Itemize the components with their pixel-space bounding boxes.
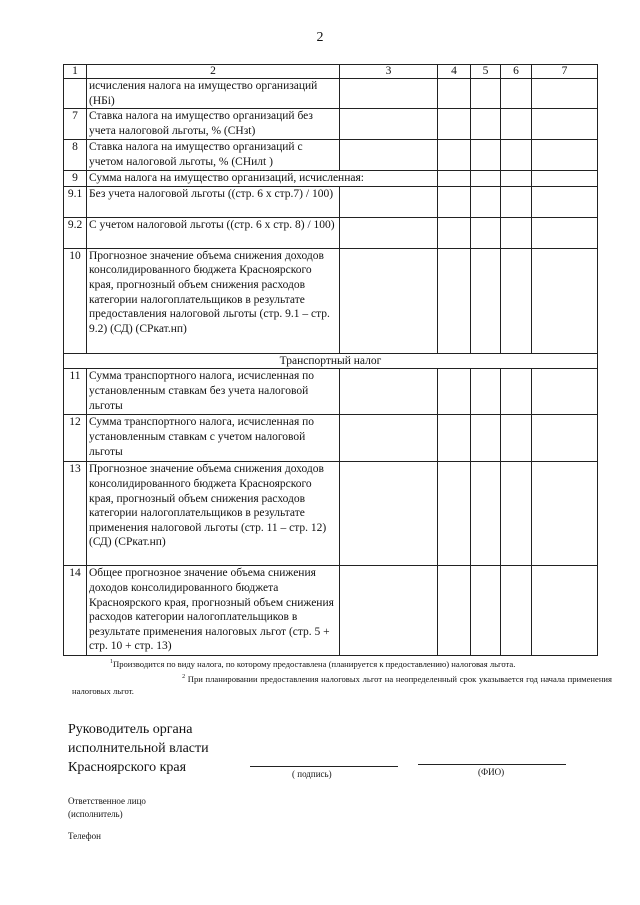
value-cell (501, 109, 532, 140)
value-cell (532, 79, 598, 109)
value-cell (340, 566, 438, 656)
column-header: 7 (532, 65, 598, 79)
footnote-mark: 2 (182, 674, 186, 681)
value-cell (340, 415, 438, 462)
value-cell (340, 186, 438, 217)
table-header-row (64, 65, 598, 79)
footnote-mark: 1 (110, 659, 113, 666)
row-label: Ставка налога на имущество организаций с учетом налоговой льготы, % (СНилt ) (87, 140, 340, 171)
value-cell (501, 566, 532, 656)
value-cell (340, 79, 438, 109)
signature-block (68, 720, 209, 777)
row-number: 7 (64, 109, 87, 140)
row-number: 9.2 (64, 217, 87, 248)
value-cell (471, 186, 501, 217)
value-cell (340, 109, 438, 140)
column-header: 2 (87, 65, 340, 79)
value-cell (438, 369, 471, 415)
footnote-2 (72, 673, 612, 697)
value-cell (438, 79, 471, 109)
value-cell (501, 140, 532, 171)
value-cell (438, 186, 471, 217)
value-cell (532, 248, 598, 353)
column-header: 1 (64, 65, 87, 79)
value-cell (532, 217, 598, 248)
row-number: 12 (64, 415, 87, 462)
value-cell (438, 109, 471, 140)
value-cell (501, 369, 532, 415)
value-cell (471, 109, 501, 140)
table-row (64, 415, 598, 462)
name-caption: (ФИО) (478, 767, 505, 777)
row-label: Сумма транспортного налога, исчисленная по установленным ставкам с учетом налоговой льготы (87, 415, 340, 462)
value-cell (340, 369, 438, 415)
column-header: 4 (438, 65, 471, 79)
table-row (64, 186, 598, 217)
signatory-title-line: исполнительной власти (68, 741, 209, 756)
row-number: 13 (64, 462, 87, 566)
value-cell (532, 415, 598, 462)
value-cell (532, 171, 598, 187)
value-cell (532, 566, 598, 656)
row-number: 9.1 (64, 186, 87, 217)
row-label: Без учета налоговой льготы ((стр. 6 x стр.7) / 100) (87, 186, 340, 217)
page-number: 2 (316, 30, 324, 45)
value-cell (471, 248, 501, 353)
responsible-label: Ответственное лицо (68, 796, 146, 806)
row-label: Сумма транспортного налога, исчисленная по установленным ставкам без учета налоговой льготы (87, 369, 340, 415)
column-header: 6 (501, 65, 532, 79)
value-cell (340, 248, 438, 353)
section-row (64, 353, 598, 369)
name-line (418, 764, 566, 765)
value-cell (471, 79, 501, 109)
footnote-1 (110, 658, 515, 670)
value-cell (532, 109, 598, 140)
table-row (64, 79, 598, 109)
column-header: 5 (471, 65, 501, 79)
value-cell (471, 171, 501, 187)
value-cell (438, 566, 471, 656)
value-cell (471, 415, 501, 462)
row-number: 9 (64, 171, 87, 187)
value-cell (438, 217, 471, 248)
value-cell (501, 462, 532, 566)
value-cell (471, 462, 501, 566)
value-cell (501, 186, 532, 217)
signature-caption: ( подпись) (292, 769, 332, 779)
row-number: 14 (64, 566, 87, 656)
row-label: С учетом налоговой льготы ((стр. 6 x стр. 8) / 100) (87, 217, 340, 248)
value-cell (471, 566, 501, 656)
table-row (64, 248, 598, 353)
footnote-text: При планировании предоставления налоговых льгот на неопределенный срок указывается год начала применения налоговых льгот. (72, 674, 612, 696)
footnote-text: Производится по виду налога, по которому предоставлена (планируется к предоставлению) налоговая льгота. (113, 659, 516, 669)
value-cell (532, 369, 598, 415)
table-row (64, 462, 598, 566)
tax-form-table (63, 64, 598, 656)
row-number: 10 (64, 248, 87, 353)
table-row (64, 109, 598, 140)
row-label: Общее прогнозное значение объема снижения доходов консолидированного бюджета Красноярского края, прогнозный объем снижения расходов категории налогоплательщиков в результате применения налоговых льгот (стр. 5 + стр. 10 + стр. 13) (87, 566, 340, 656)
signature-line (250, 766, 398, 767)
row-label: Прогнозное значение объема снижения доходов консолидированного бюджета Красноярского края, прогнозный объем снижения расходов категории налогоплательщиков в результате предоставления налоговой льготы (стр. 9.1 – стр. 9.2) (СД) (СРкат.нп) (87, 248, 340, 353)
value-cell (340, 217, 438, 248)
value-cell (501, 248, 532, 353)
value-cell (340, 140, 438, 171)
signatory-title-line: Руководитель органа (68, 722, 193, 737)
signatory-title-line: Красноярского края (68, 760, 187, 775)
value-cell (532, 462, 598, 566)
responsible-person (68, 795, 146, 821)
value-cell (532, 186, 598, 217)
section-title-transport: Транспортный налог (64, 353, 598, 369)
table-row (64, 171, 598, 187)
value-cell (501, 415, 532, 462)
value-cell (471, 217, 501, 248)
value-cell (438, 248, 471, 353)
value-cell (438, 171, 471, 187)
value-cell (501, 79, 532, 109)
row-label: Прогнозное значение объема снижения доходов консолидированного бюджета Красноярского края, прогнозный объем снижения расходов категории налогоплательщиков в результате применения налоговой льготы (стр. 11 – стр. 12) (СД) (СРкат.нп) (87, 462, 340, 566)
row-number (64, 79, 87, 109)
row-label: Ставка налога на имущество организаций без учета налоговой льготы, % (СНзt) (87, 109, 340, 140)
value-cell (471, 140, 501, 171)
row-number: 11 (64, 369, 87, 415)
value-cell (438, 462, 471, 566)
value-cell (532, 140, 598, 171)
value-cell (438, 140, 471, 171)
row-label: Сумма налога на имущество организаций, исчисленная: (87, 171, 438, 187)
phone-label: Телефон (68, 831, 101, 841)
table-row (64, 369, 598, 415)
value-cell (438, 415, 471, 462)
table-row (64, 140, 598, 171)
column-header: 3 (340, 65, 438, 79)
value-cell (501, 217, 532, 248)
value-cell (340, 462, 438, 566)
row-number: 8 (64, 140, 87, 171)
executor-label: (исполнитель) (68, 809, 123, 819)
value-cell (501, 171, 532, 187)
table-row (64, 217, 598, 248)
row-label: исчисления налога на имущество организаций (НБi) (87, 79, 340, 109)
table-row (64, 566, 598, 656)
value-cell (471, 369, 501, 415)
